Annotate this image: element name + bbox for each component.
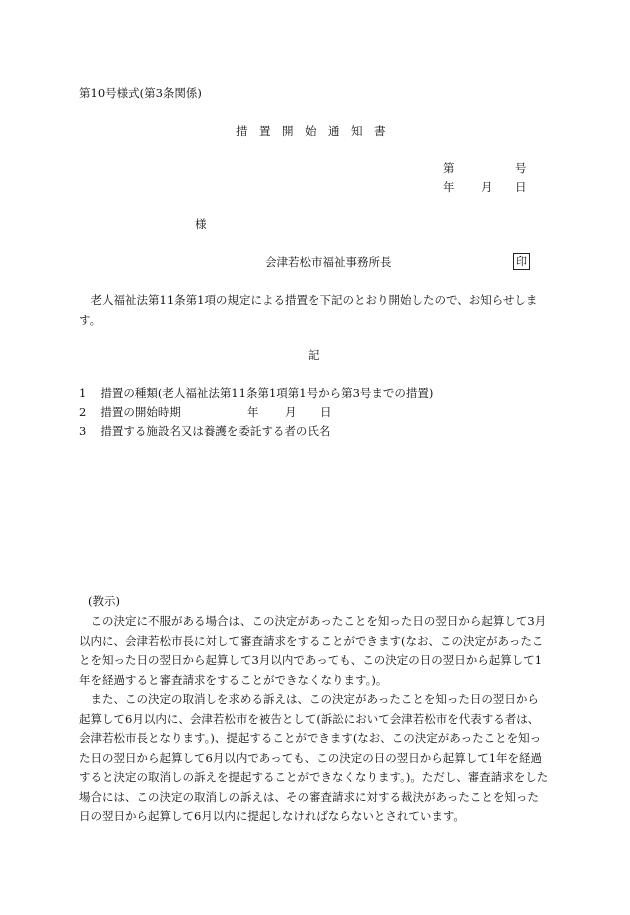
notice-body bbox=[79, 612, 549, 827]
date-month-label: 月 bbox=[481, 180, 493, 194]
notice-heading: (教示) bbox=[88, 594, 120, 608]
item-row bbox=[79, 423, 330, 439]
item-number: 1 bbox=[79, 386, 87, 400]
item2-day-label: 日 bbox=[320, 405, 332, 419]
item-text: 措置の種類(老人福祉法第11条第1項第1号から第3号までの措置) bbox=[100, 386, 434, 400]
item-row bbox=[79, 404, 181, 420]
form-label: 第10号様式(第3条関係) bbox=[79, 86, 202, 100]
ki-heading: 記 bbox=[308, 348, 320, 362]
intro-text: 老人福祉法第11条第1項の規定による措置を下記のとおり開始したので、お知らせします。 bbox=[79, 293, 538, 327]
number-suffix: 号 bbox=[515, 161, 527, 175]
item2-year-label: 年 bbox=[247, 405, 259, 419]
recipient-suffix: 様 bbox=[195, 217, 207, 231]
date-day-label: 日 bbox=[515, 180, 527, 194]
document-title: 措 置 開 始 通 知 書 bbox=[236, 124, 386, 138]
date-year-label: 年 bbox=[443, 180, 455, 194]
item-text: 措置する施設名又は養護を委託する者の氏名 bbox=[100, 424, 331, 438]
number-prefix: 第 bbox=[443, 161, 455, 175]
seal-mark: 印 bbox=[513, 253, 530, 270]
intro-paragraph bbox=[79, 291, 549, 330]
item-number: 3 bbox=[79, 424, 87, 438]
item-row bbox=[79, 385, 433, 401]
item2-month-label: 月 bbox=[285, 405, 297, 419]
issuer-name: 会津若松市福祉事務所長 bbox=[265, 255, 392, 269]
item-text: 措置の開始時期 bbox=[100, 405, 181, 419]
notice-paragraph: また、この決定の取消しを求める訴えは、この決定があったことを知った日の翌日から起算して6月以内に、会津若松市を被告として(訴訟において会津若松市を代表する者は、会津若松市長となります。)、提起することができます(なお、この決定があったことを知った日の翌日から起算して6月以内であっても、この決定の日の翌日から起算して1年を経過すると決定の取消しの訴えを提起することができなくなります。)。ただし、審査請求をした場合には、この決定の取消しの訴えは、その審査請求に対する裁決があったことを知った日の翌日から起算して6月以内に提起しなければならないとされています。 bbox=[79, 692, 549, 823]
notice-paragraph: この決定に不服がある場合は、この決定があったことを知った日の翌日から起算して3月以内に、会津若松市長に対して審査請求をすることができます(なお、この決定があったことを知った日の翌日から起算して3月以内であっても、この決定の日の翌日から起算して1年を経過すると審査請求をすることができなくなります。)。 bbox=[79, 614, 547, 687]
item-number: 2 bbox=[79, 405, 87, 419]
